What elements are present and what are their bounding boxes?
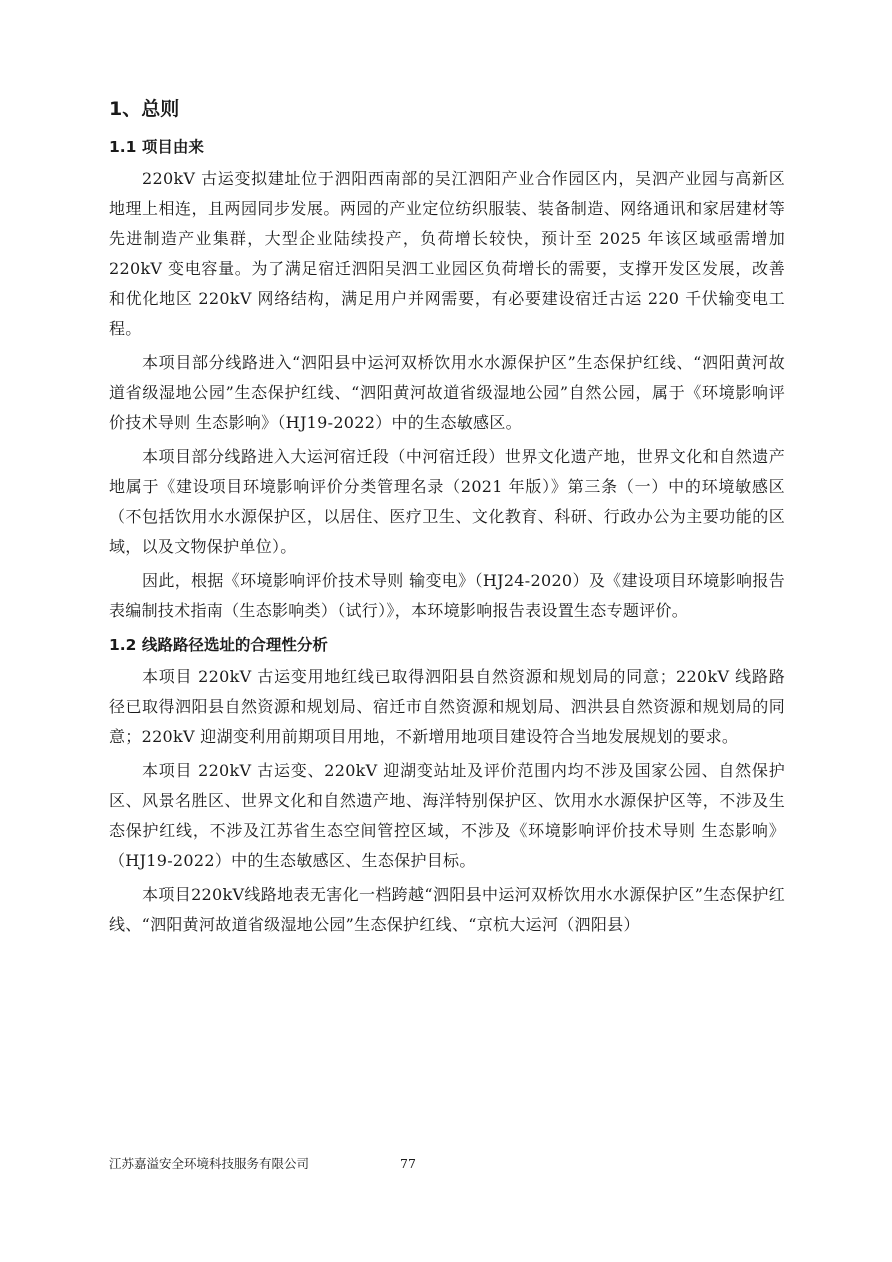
section-1-2-paragraph-3: 本项目220kV线路地表无害化一档跨越“泗阳县中运河双桥饮用水水源保护区”生态保护红线、“泗阳黄河故道省级湿地公园”生态保护红线、“京杭大运河（泗阳县）	[109, 885, 785, 934]
section-1-2-title: 1.2 线路路径选址的合理性分析	[109, 636, 328, 654]
section-1-1-paragraph-4: 因此，根据《环境影响评价技术导则 输变电》（HJ24-2020）及《建设项目环境影响报告表编制技术指南（生态影响类）（试行）》，本环境影响报告表设置生态专题评价。	[109, 571, 785, 620]
section-1-2-paragraph-1: 本项目 220kV 古运变用地红线已取得泗阳县自然资源和规划局的同意；220kV 线路路径已取得泗阳县自然资源和规划局、宿迁市自然资源和规划局、泗洪县自然资源和规划局的同意；220kV 迎湖变利用前期项目用地，不新增用地项目建设符合当地发展规划的要求。	[109, 667, 785, 746]
section-1-1-title: 1.1 项目由来	[109, 138, 204, 156]
section-1-1-paragraph-2: 本项目部分线路进入“泗阳县中运河双桥饮用水水源保护区”生态保护红线、“泗阳黄河故道省级湿地公园”生态保护红线、“泗阳黄河故道省级湿地公园”自然公园，属于《环境影响评价技术导则 生态影响》（HJ19-2022）中的生态敏感区。	[109, 353, 785, 432]
footer-company: 江苏嘉溢安全环境科技服务有限公司	[109, 1156, 310, 1171]
page-content	[109, 92, 785, 944]
section-1-1-paragraph-1: 220kV 古运变拟建址位于泗阳西南部的吴江泗阳产业合作园区内，吴泗产业园与高新区地理上相连，且两园同步发展。两园的产业定位纺织服装、装备制造、网络通讯和家居建材等先进制造产业集群，大型企业陆续投产，负荷增长较快，预计至 2025 年该区域亟需增加 220kV 变电容量。为了满足宿迁泗阳吴泗工业园区负荷增长的需要，支撑开发区发展，改善和优化地区 220kV 网络结构，满足用户并网需要，有必要建设宿迁古运 220 千伏输变电工程。	[109, 169, 785, 338]
page-number: 77	[400, 1156, 416, 1171]
chapter-heading: 1、总则	[109, 98, 180, 120]
section-1-1-paragraph-3: 本项目部分线路进入大运河宿迁段（中河宿迁段）世界文化遗产地，世界文化和自然遗产地属于《建设项目环境影响评价分类管理名录（2021 年版）》第三条（一）中的环境敏感区（不包括饮用水水源保护区，以居住、医疗卫生、文化教育、科研、行政办公为主要功能的区域，以及文物保护单位）。	[109, 447, 785, 556]
section-1-2-paragraph-2: 本项目 220kV 古运变、220kV 迎湖变站址及评价范围内均不涉及国家公园、自然保护区、风景名胜区、世界文化和自然遗产地、海洋特别保护区、饮用水水源保护区等，不涉及生态保护红线，不涉及江苏省生态空间管控区域，不涉及《环境影响评价技术导则 生态影响》（HJ19-2022）中的生态敏感区、生态保护目标。	[109, 761, 785, 870]
